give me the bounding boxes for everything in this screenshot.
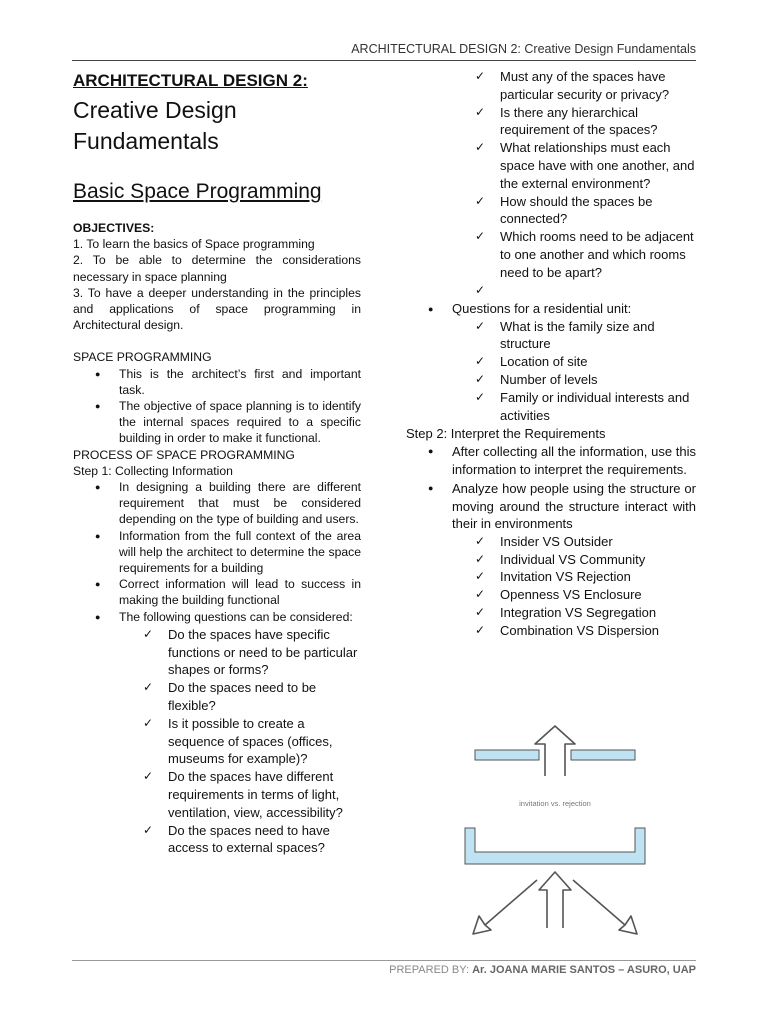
check-icon: ✓	[475, 282, 486, 297]
running-header: ARCHITECTURAL DESIGN 2: Creative Design Fundamentals	[351, 42, 696, 56]
list-item: ✓ Do the spaces need to be flexible?	[143, 680, 317, 714]
list-item: ✓ Individual VS Community	[475, 551, 646, 567]
objective-item: 3. To have a deeper understanding in the principles and applications of space programming in Architectural design.	[73, 285, 361, 333]
right-column	[406, 68, 696, 640]
course-subtitle-line1: Creative Design	[73, 97, 237, 123]
list-item: ✓ What is the family size and structure	[475, 318, 655, 352]
step2-list	[406, 443, 696, 533]
questions-left-list	[73, 626, 361, 857]
arrow-down-left-icon	[473, 880, 537, 934]
list-item: ✓ Do the spaces have specific functions or need to be particular shapes or forms?	[143, 626, 358, 678]
check-icon: ✓	[475, 371, 486, 386]
list-item: ✓ Is there any hierarchical requirement of the spaces?	[475, 104, 658, 138]
arrow-down-right-icon	[573, 880, 637, 934]
step1-list	[73, 479, 361, 625]
residential-list	[406, 300, 696, 318]
check-icon: ✓	[475, 605, 486, 620]
rejection-sketch	[465, 828, 645, 934]
check-icon: ✓	[143, 715, 154, 730]
course-subtitle-line2: Fundamentals	[73, 128, 219, 154]
list-item: ✓ Do the spaces have different requirements in terms of light, ventilation, view, accessibility?	[143, 769, 343, 820]
list-item: ● In designing a building there are different requirement that must be considered depending on the type of building and users.	[73, 479, 361, 528]
objective-item: 2. To be able to determine the considerations necessary in space planning	[73, 253, 361, 284]
list-item: ✓ What relationships must each space have with one another, and the external environment?	[475, 140, 695, 191]
objective-item: 1. To learn the basics of Space programming	[73, 237, 315, 252]
list-item	[452, 282, 696, 300]
step2-title: Step 2: Interpret the Requirements	[406, 426, 606, 442]
section-title: Basic Space Programming	[73, 180, 322, 203]
list-item: ✓ Integration VS Segregation	[475, 605, 657, 621]
list-item: ✓ Which rooms need to be adjacent to one another and which rooms need to be apart?	[475, 229, 694, 280]
invitation-sketch	[475, 726, 635, 776]
list-item: ● This is the architect’s first and important task.	[73, 366, 361, 398]
arrow-up-icon	[535, 726, 575, 776]
enclosure-wall	[465, 828, 645, 864]
check-icon: ✓	[475, 318, 486, 333]
list-item: ● Information from the full context of the area will help the architect to determine the space requirements for a building	[73, 528, 361, 577]
footer-rule	[72, 960, 696, 961]
space-programming-list	[73, 366, 361, 447]
list-item: ● The following questions can be considered:	[73, 609, 361, 625]
invitation-rejection-diagram	[455, 720, 655, 940]
list-item: ✓ Location of site	[475, 354, 588, 370]
list-item: ● Questions for a residential unit:	[406, 300, 696, 318]
check-icon: ✓	[475, 229, 486, 244]
list-item: ● Analyze how people using the structure or moving around the structure interact with their in environments	[406, 480, 696, 533]
check-icon: ✓	[475, 354, 486, 369]
list-item: ✓ Invitation VS Rejection	[475, 569, 631, 585]
check-icon: ✓	[475, 622, 486, 637]
list-item: ✓ Openness VS Enclosure	[475, 587, 642, 603]
list-item: ● The objective of space planning is to identify the internal spaces required to a specific building in order to make it functional.	[73, 398, 361, 447]
step1-title: Step 1: Collecting Information	[73, 463, 233, 478]
list-item: ✓ Number of levels	[475, 371, 598, 387]
list-item: ✓ Family or individual interests and activities	[475, 389, 690, 423]
list-item: ● After collecting all the information, use this information to interpret the requirements.	[406, 443, 696, 478]
course-title: ARCHITECTURAL DESIGN 2:	[73, 71, 308, 90]
arrow-up-icon	[539, 872, 571, 928]
wall-segment-right	[571, 750, 635, 760]
page-footer: PREPARED BY: Ar. JOANA MARIE SANTOS – ASURO, UAP	[389, 964, 696, 976]
space-programming-label: SPACE PROGRAMMING	[73, 350, 212, 365]
check-icon: ✓	[143, 769, 154, 784]
check-icon: ✓	[475, 193, 486, 208]
residential-questions-list	[406, 318, 696, 425]
questions-right-list	[406, 68, 696, 300]
list-item: ✓ Combination VS Dispersion	[475, 622, 659, 638]
list-item: ✓ Insider VS Outsider	[475, 533, 613, 549]
check-icon: ✓	[475, 140, 486, 155]
check-icon: ✓	[475, 69, 486, 83]
check-icon: ✓	[143, 822, 154, 837]
wall-segment-left	[475, 750, 539, 760]
list-item: ✓ How should the spaces be connected?	[475, 193, 653, 227]
check-icon: ✓	[475, 533, 486, 548]
step2-checks-list	[406, 533, 696, 640]
check-icon: ✓	[475, 389, 486, 404]
list-item: ✓ Do the spaces need to have access to external spaces?	[143, 822, 330, 856]
check-icon: ✓	[475, 587, 486, 602]
check-icon: ✓	[143, 626, 154, 641]
list-item: ✓ Must any of the spaces have particular security or privacy?	[475, 69, 670, 102]
left-column	[73, 66, 361, 857]
check-icon: ✓	[143, 680, 154, 695]
diagram-caption: invitation vs. rejection	[519, 799, 591, 808]
list-item: ✓ Is it possible to create a sequence of spaces (offices, museums for example)?	[143, 715, 333, 767]
header-rule	[72, 60, 696, 61]
check-icon: ✓	[475, 104, 486, 119]
list-item: ● Correct information will lead to success in making the building functional	[73, 576, 361, 608]
objectives-label: OBJECTIVES:	[73, 221, 155, 235]
process-label: PROCESS OF SPACE PROGRAMMING	[73, 447, 295, 462]
check-icon: ✓	[475, 569, 486, 584]
check-icon: ✓	[475, 551, 486, 566]
